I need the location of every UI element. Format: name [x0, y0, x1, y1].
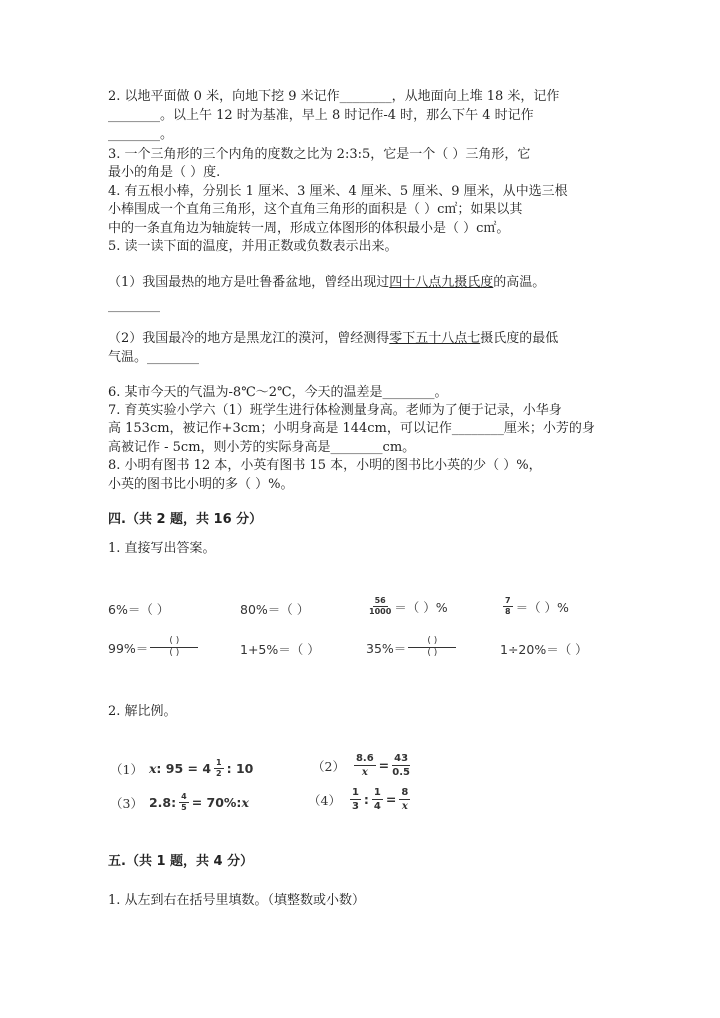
frac-num: 8	[401, 787, 409, 798]
section-4-heading: 四.（共 2 题，共 16 分）	[108, 512, 263, 527]
calc-f: 1+5%＝（ ）	[240, 642, 320, 657]
frac-num-blank: ( )	[150, 636, 198, 648]
equals: =	[378, 758, 390, 773]
q5-1	[108, 274, 545, 292]
q5-1-underlined: 四十八点九摄氏度	[389, 275, 494, 290]
section-5-heading: 五.（共 1 题，共 4 分）	[108, 854, 254, 869]
eq-part: : 10	[226, 761, 254, 776]
q5-2-post: 摄氏度的最低	[480, 331, 559, 346]
q3-line1: 3. 一个三角形的三个内角的度数之比为 2:3:5，它是一个（ ）三角形，它	[108, 147, 531, 162]
frac-den: x	[361, 767, 368, 778]
calc-c	[366, 596, 448, 617]
q4-line2: 小棒围成一个直角三角形，这个直角三角形的面积是（ ）c㎡；如果以其	[108, 202, 523, 217]
label: （4）	[308, 792, 341, 808]
calc-d-rest: ＝（ ）%	[515, 599, 569, 615]
q7-line3: 高被记作 - 5cm，则小芳的实际身高是________cm。	[108, 440, 416, 455]
q5-1-post: 的高温。	[493, 275, 546, 290]
frac-den: 5	[181, 803, 187, 812]
calc-b: 80%＝（ ）	[240, 602, 310, 617]
frac-num: 4	[181, 792, 187, 801]
frac-num: 56	[374, 596, 386, 605]
frac-den: 2	[216, 769, 222, 778]
q5-1-text: （1）我国最热的地方是吐鲁番盆地，曾经出现过	[108, 275, 390, 290]
q4-line3: 中的一条直角边为轴旋转一周，形成立体图形的体积最小是（ ）c㎡。	[108, 221, 510, 236]
eq-part: = 70%:	[191, 795, 242, 810]
eq-part: 2.8:	[148, 795, 177, 810]
eq-part: : 95 = 4	[156, 761, 212, 776]
frac-den: 8	[505, 607, 511, 616]
q7-line1: 7. 育英实验小学六（1）班学生进行体检测量身高。老师为了便于记录，小华身	[108, 403, 562, 418]
proportion-1	[110, 758, 253, 779]
equals: =	[385, 792, 397, 807]
label: （2）	[312, 758, 345, 774]
s4-q1: 1. 直接写出答案。	[108, 541, 216, 556]
var-x: x	[148, 761, 157, 776]
q5-2-line2: 气温。________	[108, 350, 200, 365]
q2-line2: ________。以上午 12 时为基准，早上 8 时记作-4 时，那么下午 4 时记作	[108, 108, 534, 123]
q6: 6. 某市今天的气温为-8℃～2℃，今天的温差是________。	[108, 385, 448, 400]
frac-num: 8.6	[355, 753, 374, 764]
frac-num: 7	[505, 596, 511, 605]
q7-line2: 高 153cm，被记作+3cm；小明身高是 144cm，可以记作________厘米；小芳的身	[108, 421, 595, 436]
frac-den: 4	[373, 801, 381, 812]
frac-num: 43	[394, 753, 409, 764]
q5-1-blank: ________	[108, 298, 160, 313]
q5-2-underlined: 零下五十八点七	[389, 331, 481, 346]
q3-line2: 最小的角是（ ）度.	[108, 165, 221, 180]
frac-den-blank: ( )	[169, 648, 180, 658]
calc-g	[366, 636, 456, 659]
frac-num: 1	[373, 787, 381, 798]
s4-q2: 2. 解比例。	[108, 704, 177, 719]
proportion-2	[312, 752, 413, 779]
frac-den: 3	[351, 801, 359, 812]
calc-c-rest: ＝（ ）%	[394, 599, 448, 615]
label: （1）	[110, 761, 143, 777]
q2-line3: ________。	[108, 127, 174, 142]
frac-num: 1	[216, 758, 222, 767]
calc-h: 1÷20%＝（ ）	[500, 642, 588, 657]
colon: :	[363, 792, 369, 807]
q4-line1: 4. 有五根小棒，分别长 1 厘米、3 厘米、4 厘米、5 厘米、9 厘米，从中选三根	[108, 184, 568, 199]
s5-q1: 1. 从左到右在括号里填数。（填整数或小数）	[108, 893, 366, 908]
q8-line2: 小英的图书比小明的多（ ）%。	[108, 477, 294, 492]
var-x: x	[241, 795, 249, 810]
calc-g-text: 35%＝	[366, 640, 407, 656]
q2-line1: 2. 以地平面做 0 米，向地下挖 9 米记作________，从地面向上堆 18 米，记作	[108, 89, 560, 104]
frac-den: x	[401, 801, 408, 812]
frac-den: 1000	[369, 607, 392, 616]
calc-e-text: 99%＝	[108, 640, 149, 656]
q5-2-text: （2）我国最冷的地方是黑龙江的漠河，曾经测得	[108, 331, 390, 346]
frac-num-blank: ( )	[408, 636, 456, 648]
frac-num: 1	[351, 787, 359, 798]
proportion-4	[308, 786, 413, 813]
frac-den-blank: ( )	[427, 648, 438, 658]
calc-d	[500, 596, 569, 617]
q5-2	[108, 330, 558, 348]
calc-a: 6%＝（ ）	[108, 602, 170, 617]
calc-e	[108, 636, 198, 659]
q5-title: 5. 读一读下面的温度，并用正数或负数表示出来。	[108, 239, 398, 254]
label: （3）	[110, 795, 143, 811]
q8-line1: 8. 小明有图书 12 本，小英有图书 15 本，小明的图书比小英的少（ ）%，	[108, 458, 542, 473]
frac-den: 0.5	[392, 767, 410, 778]
proportion-3	[110, 792, 249, 813]
